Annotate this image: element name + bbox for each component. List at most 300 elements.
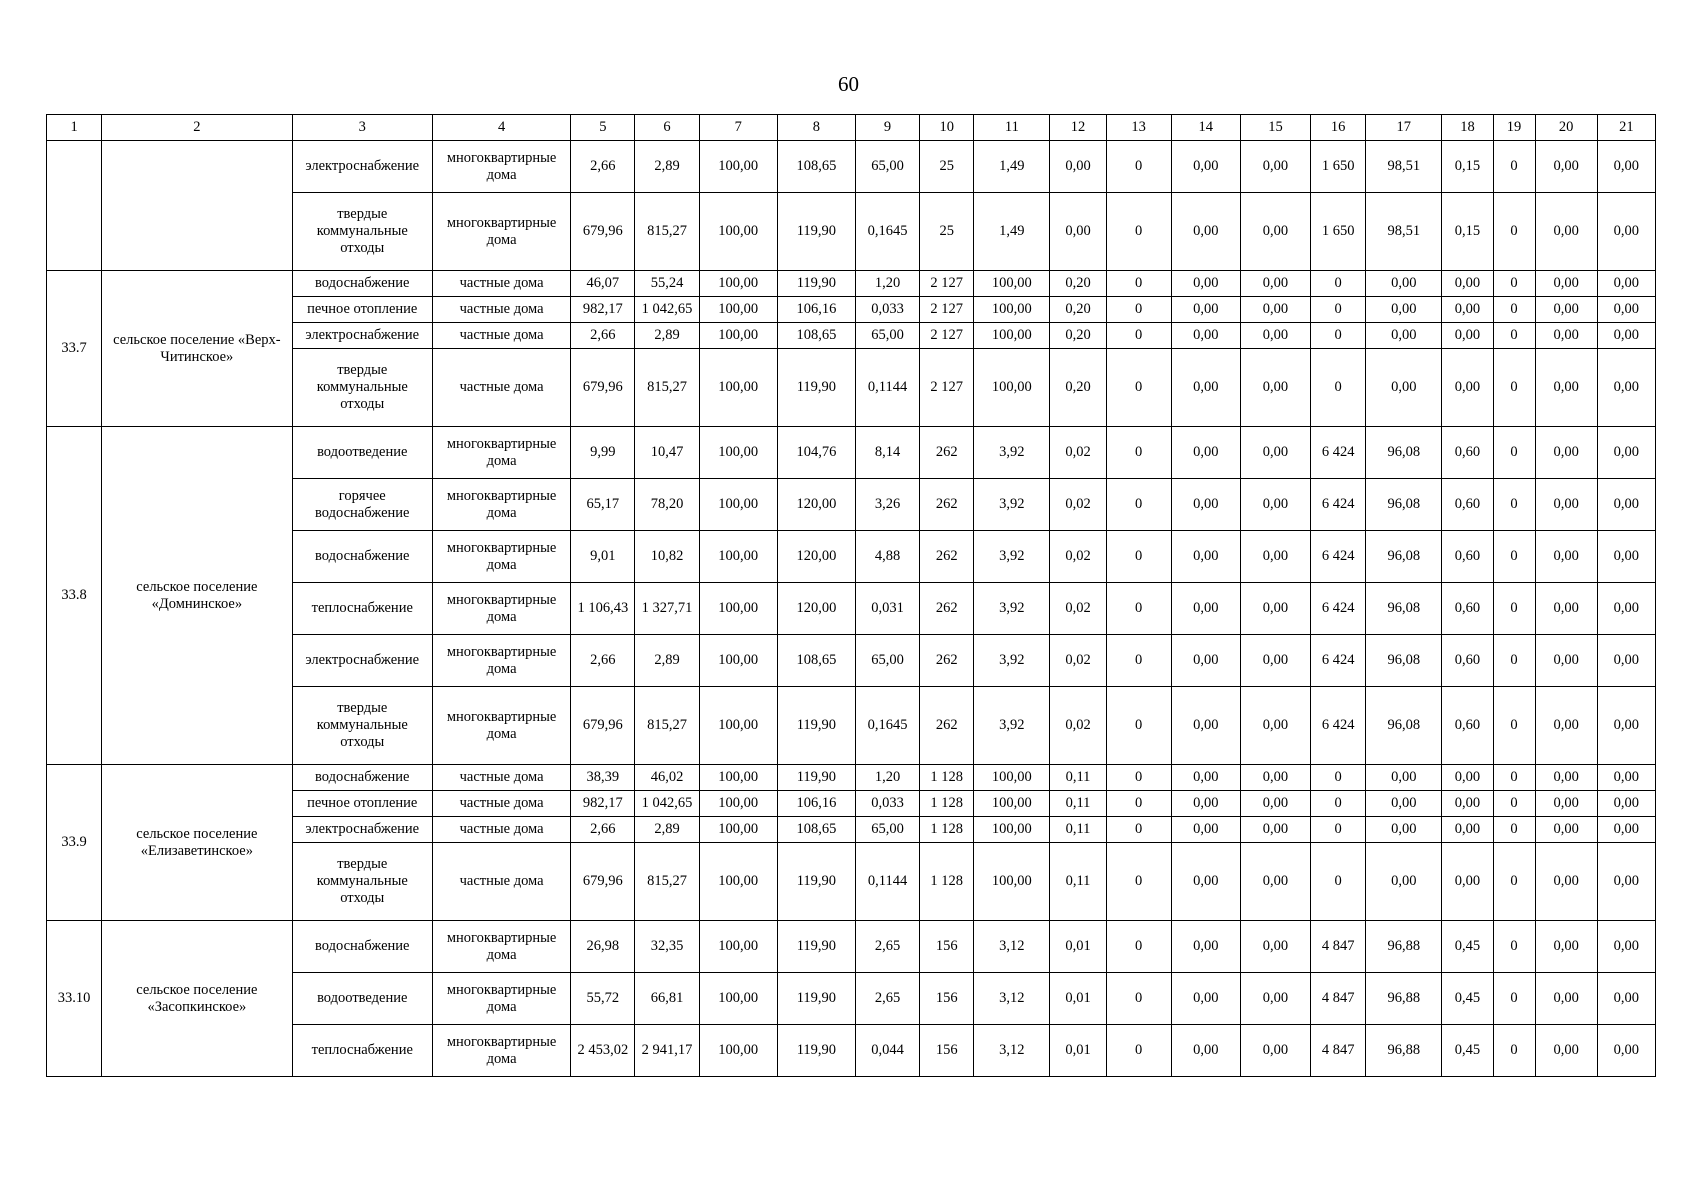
table-cell: 0,00 xyxy=(1442,843,1493,921)
table-cell: 0,00 xyxy=(1442,323,1493,349)
table-cell: 119,90 xyxy=(777,921,855,973)
table-cell: 3,26 xyxy=(855,479,919,531)
table-cell: 0,00 xyxy=(1535,687,1597,765)
table-cell: 0,033 xyxy=(855,297,919,323)
table-cell: 0,20 xyxy=(1050,349,1106,427)
table-cell: 156 xyxy=(920,921,974,973)
table-cell: 100,00 xyxy=(974,297,1050,323)
table-cell: 2,89 xyxy=(635,635,699,687)
table-cell: 0,00 xyxy=(1240,687,1310,765)
column-header: 11 xyxy=(974,115,1050,141)
table-cell: 0,00 xyxy=(1366,323,1442,349)
housing-type-cell: частные дома xyxy=(432,791,570,817)
service-cell: твердые коммунальные отходы xyxy=(292,193,432,271)
service-cell: печное отопление xyxy=(292,297,432,323)
table-cell: 0,00 xyxy=(1240,297,1310,323)
table-cell: 815,27 xyxy=(635,193,699,271)
row-code xyxy=(47,141,102,271)
table-cell: 0,00 xyxy=(1597,635,1655,687)
table-cell: 0 xyxy=(1106,817,1171,843)
table-cell: 1,20 xyxy=(855,271,919,297)
service-cell: твердые коммунальные отходы xyxy=(292,349,432,427)
table-cell: 4 847 xyxy=(1311,1025,1366,1077)
table-cell: 78,20 xyxy=(635,479,699,531)
table-cell: 98,51 xyxy=(1366,141,1442,193)
table-cell: 815,27 xyxy=(635,843,699,921)
table-cell: 100,00 xyxy=(699,531,777,583)
table-cell: 0,00 xyxy=(1050,141,1106,193)
table-cell: 0,60 xyxy=(1442,635,1493,687)
table-cell: 0,00 xyxy=(1050,193,1106,271)
table-cell: 108,65 xyxy=(777,141,855,193)
table-cell: 1 327,71 xyxy=(635,583,699,635)
table-cell: 98,51 xyxy=(1366,193,1442,271)
table-cell: 100,00 xyxy=(699,427,777,479)
column-header: 21 xyxy=(1597,115,1655,141)
table-cell: 0 xyxy=(1106,427,1171,479)
column-header: 4 xyxy=(432,115,570,141)
table-cell: 0,00 xyxy=(1171,427,1240,479)
table-cell: 120,00 xyxy=(777,479,855,531)
table-cell: 0 xyxy=(1493,635,1535,687)
row-code: 33.9 xyxy=(47,765,102,921)
column-header: 19 xyxy=(1493,115,1535,141)
table-cell: 2 941,17 xyxy=(635,1025,699,1077)
column-header: 20 xyxy=(1535,115,1597,141)
table-cell: 0,00 xyxy=(1597,843,1655,921)
table-cell: 96,08 xyxy=(1366,687,1442,765)
table-cell: 0,00 xyxy=(1240,323,1310,349)
table-cell: 2,66 xyxy=(571,817,635,843)
table-cell: 0,00 xyxy=(1240,531,1310,583)
housing-type-cell: частные дома xyxy=(432,297,570,323)
table-cell: 0,00 xyxy=(1442,297,1493,323)
table-cell: 0 xyxy=(1493,921,1535,973)
table-cell: 100,00 xyxy=(974,323,1050,349)
settlement-name: сельское поселение «Засопкинское» xyxy=(102,921,292,1077)
table-cell: 0,00 xyxy=(1597,921,1655,973)
table-cell: 0,02 xyxy=(1050,635,1106,687)
table-cell: 0,00 xyxy=(1171,973,1240,1025)
table-cell: 0,45 xyxy=(1442,1025,1493,1077)
table-cell: 120,00 xyxy=(777,531,855,583)
table-cell: 0,11 xyxy=(1050,765,1106,791)
table-cell: 4,88 xyxy=(855,531,919,583)
housing-type-cell: многоквартирные дома xyxy=(432,921,570,973)
table-cell: 66,81 xyxy=(635,973,699,1025)
table-cell: 100,00 xyxy=(699,791,777,817)
table-cell: 3,92 xyxy=(974,687,1050,765)
table-cell: 38,39 xyxy=(571,765,635,791)
table-cell: 96,88 xyxy=(1366,921,1442,973)
table-cell: 55,72 xyxy=(571,973,635,1025)
table-cell: 0 xyxy=(1493,427,1535,479)
table-row xyxy=(47,271,1656,297)
table-cell: 0,00 xyxy=(1535,427,1597,479)
housing-type-cell: многоквартирные дома xyxy=(432,141,570,193)
table-cell: 0 xyxy=(1311,817,1366,843)
table-cell: 3,92 xyxy=(974,531,1050,583)
service-cell: твердые коммунальные отходы xyxy=(292,843,432,921)
table-cell: 0,00 xyxy=(1366,843,1442,921)
table-cell: 0,00 xyxy=(1240,635,1310,687)
table-cell: 0,00 xyxy=(1597,1025,1655,1077)
table-cell: 0,15 xyxy=(1442,193,1493,271)
table-cell: 1,20 xyxy=(855,765,919,791)
table-cell: 0,00 xyxy=(1171,141,1240,193)
table-cell: 0,00 xyxy=(1597,765,1655,791)
table-cell: 0 xyxy=(1106,973,1171,1025)
table-cell: 108,65 xyxy=(777,817,855,843)
column-header: 6 xyxy=(635,115,699,141)
table-cell: 0,00 xyxy=(1240,765,1310,791)
table-cell: 8,14 xyxy=(855,427,919,479)
table-cell: 0,033 xyxy=(855,791,919,817)
table-cell: 100,00 xyxy=(699,193,777,271)
table-cell: 0,00 xyxy=(1535,635,1597,687)
table-cell: 0,00 xyxy=(1535,141,1597,193)
table-cell: 119,90 xyxy=(777,765,855,791)
column-header: 18 xyxy=(1442,115,1493,141)
table-cell: 119,90 xyxy=(777,1025,855,1077)
housing-type-cell: многоквартирные дома xyxy=(432,635,570,687)
table-cell: 2,89 xyxy=(635,817,699,843)
table-cell: 100,00 xyxy=(699,141,777,193)
table-cell: 0,00 xyxy=(1240,921,1310,973)
service-cell: водоотведение xyxy=(292,973,432,1025)
table-cell: 262 xyxy=(920,479,974,531)
table-cell: 0 xyxy=(1106,193,1171,271)
table-cell: 46,02 xyxy=(635,765,699,791)
settlement-name: сельское поселение «Домнинское» xyxy=(102,427,292,765)
table-cell: 0 xyxy=(1493,1025,1535,1077)
table-cell: 0 xyxy=(1311,843,1366,921)
table-cell: 0,00 xyxy=(1171,765,1240,791)
table-cell: 0,45 xyxy=(1442,973,1493,1025)
row-code: 33.8 xyxy=(47,427,102,765)
table-cell: 2,89 xyxy=(635,141,699,193)
table-cell: 2,65 xyxy=(855,973,919,1025)
table-cell: 3,92 xyxy=(974,427,1050,479)
table-cell: 6 424 xyxy=(1311,687,1366,765)
table-cell: 0,00 xyxy=(1597,193,1655,271)
table-cell: 96,08 xyxy=(1366,427,1442,479)
table-cell: 4 847 xyxy=(1311,921,1366,973)
housing-type-cell: частные дома xyxy=(432,271,570,297)
table-cell: 0,00 xyxy=(1171,1025,1240,1077)
table-cell: 100,00 xyxy=(699,765,777,791)
table-cell: 10,47 xyxy=(635,427,699,479)
table-cell: 3,92 xyxy=(974,635,1050,687)
column-header: 14 xyxy=(1171,115,1240,141)
table-cell: 0,00 xyxy=(1442,791,1493,817)
table-cell: 0,00 xyxy=(1240,843,1310,921)
table-cell: 0,01 xyxy=(1050,1025,1106,1077)
table-cell: 0,00 xyxy=(1240,479,1310,531)
table-cell: 100,00 xyxy=(974,271,1050,297)
table-cell: 100,00 xyxy=(699,635,777,687)
table-cell: 108,65 xyxy=(777,635,855,687)
table-cell: 0,00 xyxy=(1171,635,1240,687)
table-cell: 1,49 xyxy=(974,141,1050,193)
table-cell: 0,1645 xyxy=(855,193,919,271)
table-cell: 0,11 xyxy=(1050,791,1106,817)
column-header: 7 xyxy=(699,115,777,141)
table-cell: 0,00 xyxy=(1535,1025,1597,1077)
table-row xyxy=(47,141,1656,193)
table-cell: 2,89 xyxy=(635,323,699,349)
table-cell: 2 127 xyxy=(920,349,974,427)
table-cell: 1 128 xyxy=(920,765,974,791)
table-cell: 0,00 xyxy=(1240,193,1310,271)
column-header: 13 xyxy=(1106,115,1171,141)
table-cell: 1 128 xyxy=(920,817,974,843)
table-cell: 679,96 xyxy=(571,687,635,765)
table-cell: 0,00 xyxy=(1171,791,1240,817)
table-cell: 0 xyxy=(1106,323,1171,349)
housing-type-cell: частные дома xyxy=(432,323,570,349)
table-cell: 0 xyxy=(1493,765,1535,791)
table-cell: 156 xyxy=(920,1025,974,1077)
table-cell: 0,00 xyxy=(1240,973,1310,1025)
service-cell: водоотведение xyxy=(292,427,432,479)
table-cell: 65,00 xyxy=(855,635,919,687)
table-cell: 0,02 xyxy=(1050,479,1106,531)
table-cell: 0,00 xyxy=(1240,141,1310,193)
table-cell: 1 650 xyxy=(1311,193,1366,271)
table-cell: 0 xyxy=(1493,843,1535,921)
table-cell: 104,76 xyxy=(777,427,855,479)
table-cell: 0 xyxy=(1106,687,1171,765)
table-cell: 0,60 xyxy=(1442,427,1493,479)
table-cell: 2 453,02 xyxy=(571,1025,635,1077)
service-cell: печное отопление xyxy=(292,791,432,817)
table-cell: 96,08 xyxy=(1366,531,1442,583)
table-cell: 9,01 xyxy=(571,531,635,583)
table-cell: 119,90 xyxy=(777,687,855,765)
table-cell: 119,90 xyxy=(777,193,855,271)
table-cell: 1 042,65 xyxy=(635,791,699,817)
table-cell: 1 128 xyxy=(920,843,974,921)
service-cell: водоснабжение xyxy=(292,531,432,583)
housing-type-cell: частные дома xyxy=(432,817,570,843)
table-cell: 0,01 xyxy=(1050,921,1106,973)
table-cell: 3,92 xyxy=(974,583,1050,635)
table-body xyxy=(47,115,1656,1077)
table-cell: 0,00 xyxy=(1535,921,1597,973)
column-header: 10 xyxy=(920,115,974,141)
table-cell: 156 xyxy=(920,973,974,1025)
table-cell: 0,00 xyxy=(1535,297,1597,323)
table-cell: 100,00 xyxy=(974,349,1050,427)
table-cell: 0,00 xyxy=(1171,297,1240,323)
service-cell: горячее водоснабжение xyxy=(292,479,432,531)
table-cell: 262 xyxy=(920,531,974,583)
housing-type-cell: частные дома xyxy=(432,349,570,427)
table-cell: 0,00 xyxy=(1535,193,1597,271)
page-number: 60 xyxy=(838,72,859,96)
table-cell: 0 xyxy=(1311,323,1366,349)
table-cell: 0,00 xyxy=(1535,479,1597,531)
housing-type-cell: многоквартирные дома xyxy=(432,973,570,1025)
table-cell: 100,00 xyxy=(974,765,1050,791)
table-cell: 0,00 xyxy=(1366,271,1442,297)
table-cell: 0 xyxy=(1493,323,1535,349)
table-cell: 0,00 xyxy=(1597,349,1655,427)
table-cell: 100,00 xyxy=(974,791,1050,817)
table-cell: 0,00 xyxy=(1597,791,1655,817)
table-cell: 0,00 xyxy=(1366,349,1442,427)
table-cell: 0 xyxy=(1493,531,1535,583)
table-cell: 100,00 xyxy=(699,583,777,635)
table-cell: 2 127 xyxy=(920,297,974,323)
table-cell: 262 xyxy=(920,427,974,479)
table-cell: 0,031 xyxy=(855,583,919,635)
table-cell: 0,00 xyxy=(1535,323,1597,349)
table-cell: 100,00 xyxy=(699,687,777,765)
table-cell: 120,00 xyxy=(777,583,855,635)
table-cell: 3,12 xyxy=(974,921,1050,973)
table-cell: 0,00 xyxy=(1597,687,1655,765)
table-cell: 0,044 xyxy=(855,1025,919,1077)
table-cell: 100,00 xyxy=(974,817,1050,843)
table-cell: 0,02 xyxy=(1050,531,1106,583)
table-cell: 0,00 xyxy=(1597,583,1655,635)
table-cell: 0,00 xyxy=(1240,1025,1310,1077)
table-cell: 0,1144 xyxy=(855,843,919,921)
table-cell: 0,00 xyxy=(1171,531,1240,583)
table-cell: 0,00 xyxy=(1442,271,1493,297)
housing-type-cell: частные дома xyxy=(432,843,570,921)
service-cell: водоснабжение xyxy=(292,921,432,973)
table-cell: 0 xyxy=(1493,583,1535,635)
table-cell: 0,00 xyxy=(1535,817,1597,843)
table-cell: 0,00 xyxy=(1171,323,1240,349)
table-cell: 0,00 xyxy=(1240,271,1310,297)
column-header: 9 xyxy=(855,115,919,141)
table-cell: 0 xyxy=(1493,687,1535,765)
table-cell: 0,15 xyxy=(1442,141,1493,193)
table-cell: 0,00 xyxy=(1535,791,1597,817)
table-cell: 25 xyxy=(920,141,974,193)
table-cell: 119,90 xyxy=(777,271,855,297)
table-cell: 0,00 xyxy=(1597,141,1655,193)
table-cell: 0,00 xyxy=(1597,531,1655,583)
table-cell: 2,65 xyxy=(855,921,919,973)
service-cell: твердые коммунальные отходы xyxy=(292,687,432,765)
service-cell: электроснабжение xyxy=(292,141,432,193)
table-cell: 100,00 xyxy=(699,349,777,427)
table-cell: 6 424 xyxy=(1311,479,1366,531)
service-cell: электроснабжение xyxy=(292,817,432,843)
table-cell: 262 xyxy=(920,687,974,765)
table-cell: 0,60 xyxy=(1442,687,1493,765)
table-cell: 0 xyxy=(1106,921,1171,973)
table-cell: 0 xyxy=(1106,479,1171,531)
column-header: 8 xyxy=(777,115,855,141)
table-cell: 0,00 xyxy=(1366,297,1442,323)
table-cell: 6 424 xyxy=(1311,531,1366,583)
table-cell: 0,00 xyxy=(1171,479,1240,531)
service-cell: теплоснабжение xyxy=(292,1025,432,1077)
table-cell: 0,20 xyxy=(1050,297,1106,323)
table-cell: 100,00 xyxy=(699,271,777,297)
table-cell: 0,00 xyxy=(1535,765,1597,791)
table-cell: 815,27 xyxy=(635,349,699,427)
table-cell: 100,00 xyxy=(699,817,777,843)
table-cell: 0,00 xyxy=(1597,427,1655,479)
table-cell: 0 xyxy=(1311,349,1366,427)
header-row xyxy=(47,115,1656,141)
column-header: 5 xyxy=(571,115,635,141)
table-cell: 0 xyxy=(1493,817,1535,843)
table-cell: 2,66 xyxy=(571,635,635,687)
service-cell: водоснабжение xyxy=(292,765,432,791)
table-cell: 3,12 xyxy=(974,973,1050,1025)
table-cell: 96,08 xyxy=(1366,635,1442,687)
table-cell: 0 xyxy=(1106,1025,1171,1077)
table-row xyxy=(47,765,1656,791)
table-cell: 96,08 xyxy=(1366,479,1442,531)
table-cell: 0 xyxy=(1311,791,1366,817)
table-cell: 119,90 xyxy=(777,973,855,1025)
table-cell: 0,00 xyxy=(1240,817,1310,843)
tariff-table xyxy=(46,114,1656,1077)
table-cell: 0,00 xyxy=(1171,921,1240,973)
table-cell: 0 xyxy=(1493,193,1535,271)
column-header: 12 xyxy=(1050,115,1106,141)
table-cell: 0,00 xyxy=(1171,583,1240,635)
table-cell: 1 650 xyxy=(1311,141,1366,193)
table-cell: 6 424 xyxy=(1311,635,1366,687)
table-cell: 9,99 xyxy=(571,427,635,479)
housing-type-cell: многоквартирные дома xyxy=(432,531,570,583)
table-cell: 96,88 xyxy=(1366,973,1442,1025)
table-cell: 0 xyxy=(1106,349,1171,427)
table-cell: 0 xyxy=(1311,297,1366,323)
table-cell: 0 xyxy=(1106,297,1171,323)
settlement-name xyxy=(102,141,292,271)
column-header: 3 xyxy=(292,115,432,141)
housing-type-cell: многоквартирные дома xyxy=(432,583,570,635)
housing-type-cell: многоквартирные дома xyxy=(432,193,570,271)
table-cell: 0,00 xyxy=(1171,843,1240,921)
table-row xyxy=(47,427,1656,479)
table-cell: 0,01 xyxy=(1050,973,1106,1025)
table-cell: 0,00 xyxy=(1171,349,1240,427)
table-cell: 0,00 xyxy=(1535,973,1597,1025)
table-cell: 65,17 xyxy=(571,479,635,531)
table-cell: 0,00 xyxy=(1171,687,1240,765)
table-cell: 0,00 xyxy=(1597,323,1655,349)
table-cell: 1 042,65 xyxy=(635,297,699,323)
table-cell: 0,00 xyxy=(1535,583,1597,635)
table-cell: 0 xyxy=(1311,765,1366,791)
housing-type-cell: частные дома xyxy=(432,765,570,791)
table-cell: 108,65 xyxy=(777,323,855,349)
table-cell: 0 xyxy=(1106,765,1171,791)
table-cell: 32,35 xyxy=(635,921,699,973)
table-cell: 0 xyxy=(1493,479,1535,531)
housing-type-cell: многоквартирные дома xyxy=(432,687,570,765)
column-header: 17 xyxy=(1366,115,1442,141)
table-cell: 0,00 xyxy=(1535,531,1597,583)
table-cell: 262 xyxy=(920,583,974,635)
table-cell: 0,00 xyxy=(1366,765,1442,791)
table-cell: 100,00 xyxy=(699,323,777,349)
table-cell: 100,00 xyxy=(699,921,777,973)
table-cell: 65,00 xyxy=(855,817,919,843)
